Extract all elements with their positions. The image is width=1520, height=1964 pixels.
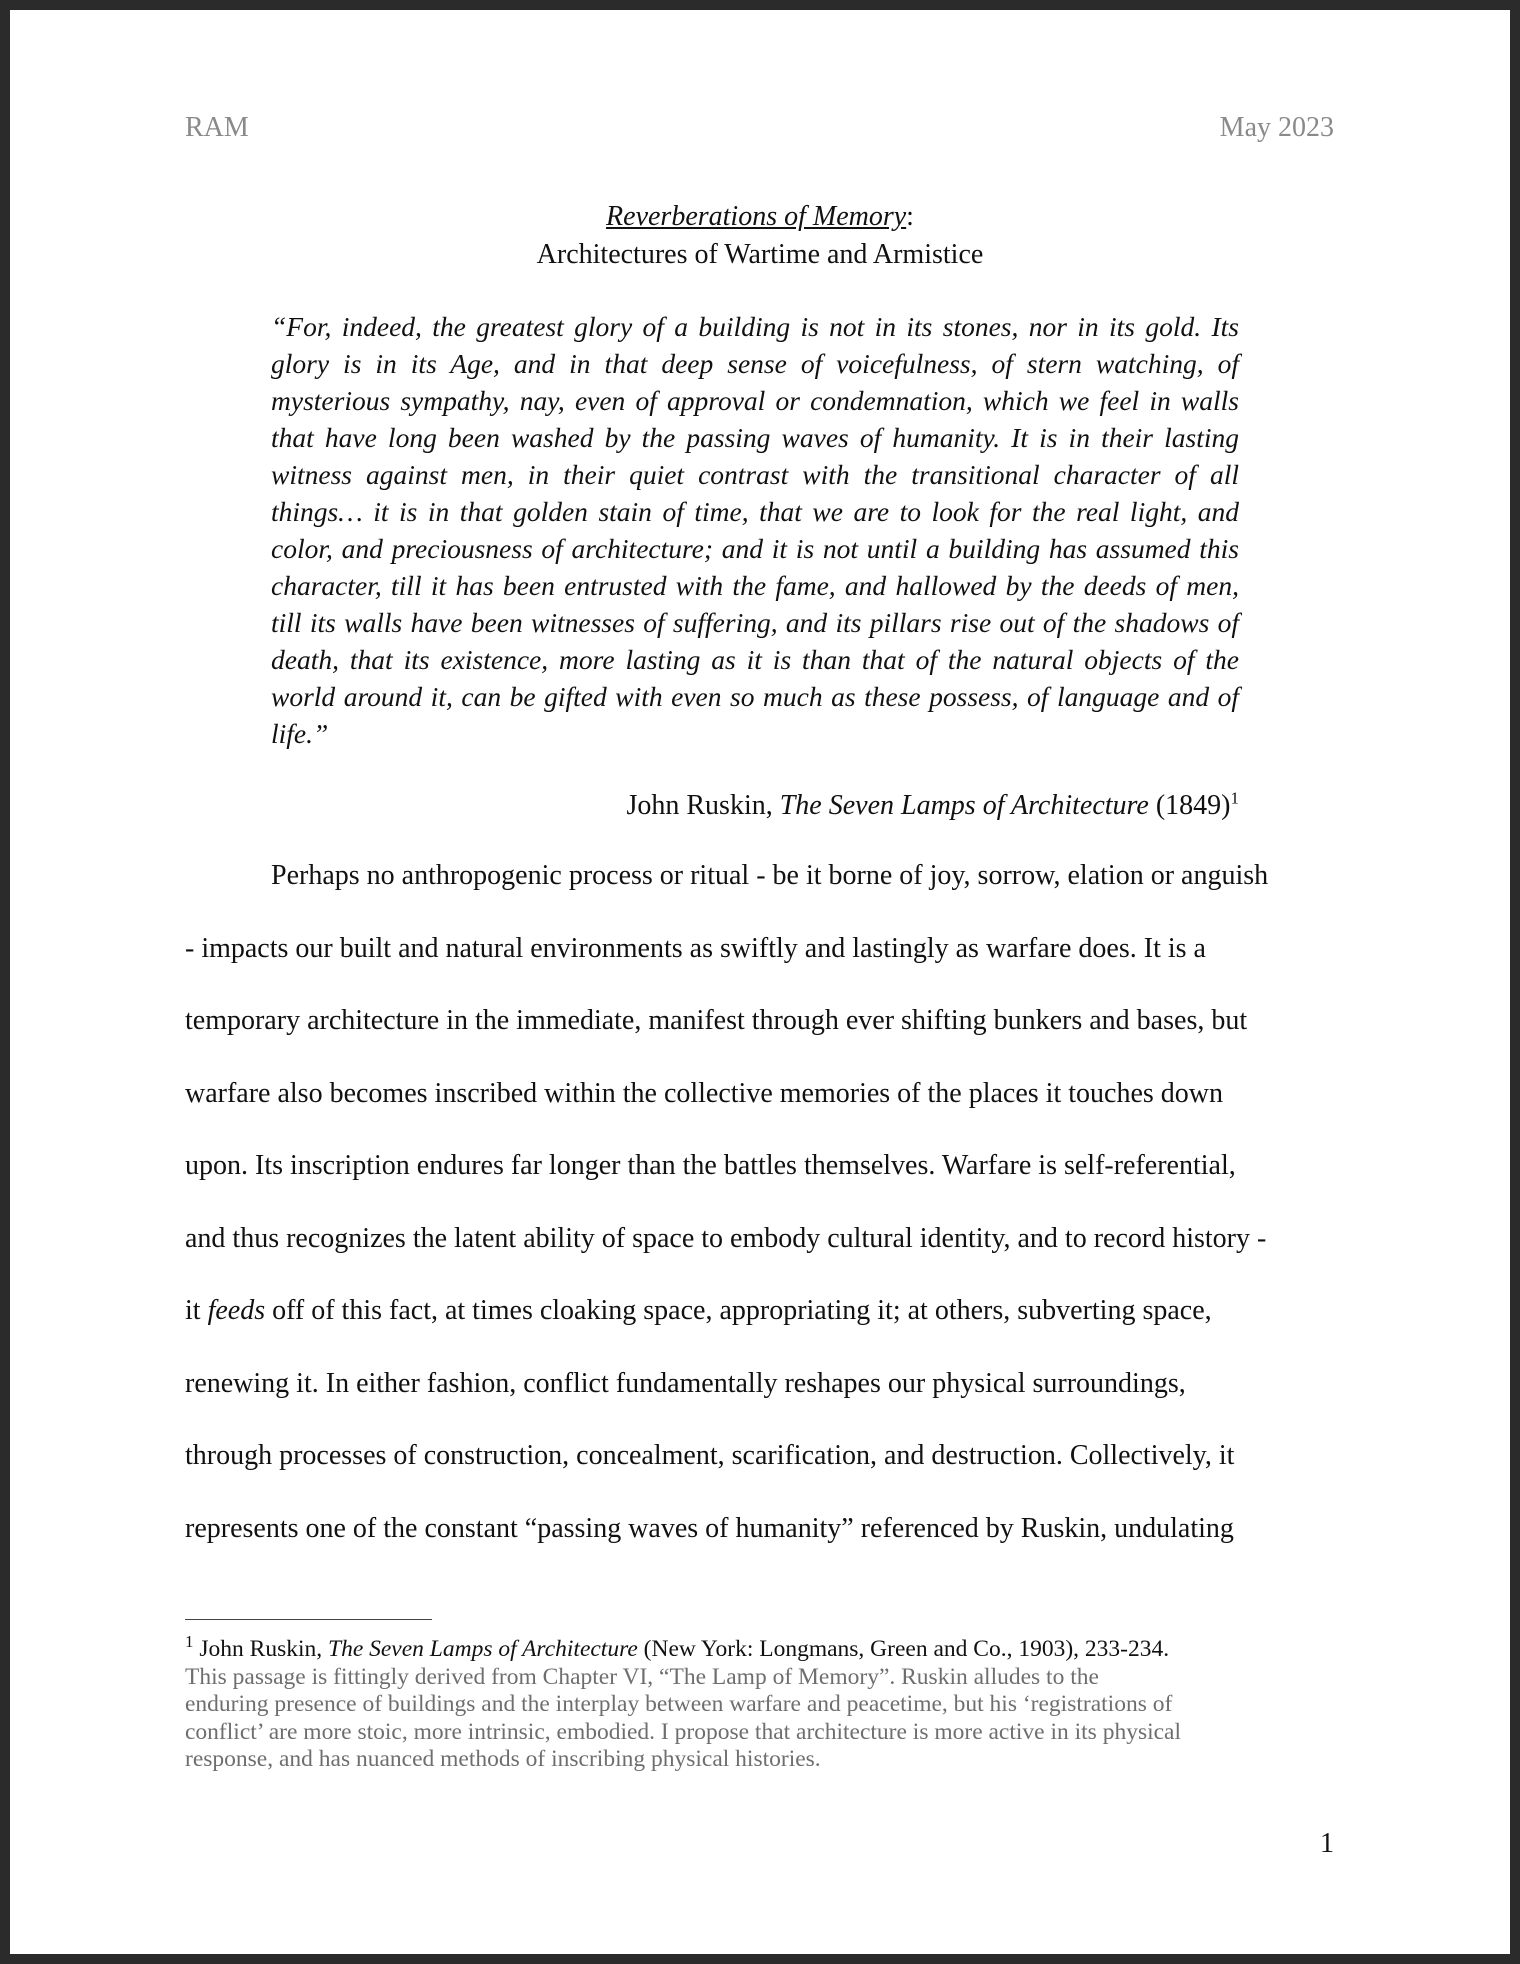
body-line-pre: it — [185, 1295, 208, 1326]
page-number: 1 — [1320, 1828, 1334, 1859]
footnote-work: The Seven Lamps of Architecture — [328, 1636, 638, 1662]
body-line — [185, 1293, 1335, 1366]
header-author: RAM — [185, 112, 249, 143]
body-line-emphasis: feeds — [207, 1295, 266, 1326]
footnote-author: John Ruskin, — [193, 1636, 328, 1662]
attribution-author: John Ruskin, — [626, 790, 780, 821]
body-line: through processes of construction, concealment, scarification, and destruction. Collectively, it — [185, 1440, 1235, 1471]
attribution-year: (1849) — [1148, 790, 1231, 821]
epigraph-attribution — [626, 788, 1239, 824]
document-subtitle: Architectures of Wartime and Armistice — [536, 239, 984, 270]
body-line: and thus recognizes the latent ability of space to embody cultural identity, and to record history - — [185, 1222, 1267, 1254]
title-block — [10, 198, 1510, 274]
footnote-line: enduring presence of buildings and the interplay between warfare and peacetime, but his ‘registrations of — [185, 1691, 1173, 1717]
body-line: upon. Its inscription endures far longer than the battles themselves. Warfare is self-referential, — [185, 1150, 1236, 1181]
footnote-line: conflict’ are more stoic, more intrinsic, embodied. I propose that architecture is more active in its physical — [185, 1718, 1182, 1745]
footnote-citation — [185, 1632, 1345, 1664]
footnote-line: response, and has nuanced methods of inscribing physical histories. — [185, 1746, 821, 1772]
header-date: May 2023 — [1219, 112, 1334, 143]
title-colon: : — [906, 201, 914, 232]
footnote-source: (New York: Longmans, Green and Co., 1903), 233-234. — [637, 1636, 1170, 1662]
body-line: temporary architecture in the immediate, manifest through ever shifting bunkers and bases, but — [185, 1005, 1248, 1036]
body-line: renewing it. In either fashion, conflict fundamentally reshapes our physical surroundings, — [185, 1367, 1186, 1399]
footnote — [185, 1632, 1345, 1774]
body-line: - impacts our built and natural environments as swiftly and lastingly as warfare does. It is a — [185, 932, 1206, 964]
body-paragraph — [185, 858, 1335, 1583]
title-main: Reverberations of Memory — [606, 201, 907, 232]
attribution-work: The Seven Lamps of Architecture — [779, 790, 1149, 821]
body-line: Perhaps no anthropogenic process or ritual - be it borne of joy, sorrow, elation or anguish — [271, 860, 1269, 891]
footnote-reference[interactable]: 1 — [1230, 788, 1239, 808]
body-line: warfare also becomes inscribed within the collective memories of the places it touches down — [185, 1077, 1223, 1109]
document-title — [10, 198, 1510, 236]
footnote-mark: 1 — [185, 1632, 194, 1652]
body-line: represents one of the constant “passing waves of humanity” referenced by Ruskin, undulating — [185, 1512, 1234, 1544]
body-line-post: off of this fact, at times cloaking space, appropriating it; at others, subverting space, — [265, 1295, 1212, 1326]
document-page — [10, 10, 1510, 1954]
footnote-separator — [185, 1619, 432, 1620]
footnote-line: This passage is fittingly derived from Chapter VI, “The Lamp of Memory”. Ruskin alludes to the — [185, 1663, 1099, 1690]
epigraph-quote: “For, indeed, the greatest glory of a building is not in its stones, nor in its gold. Its glory is in its Age, and in that deep sense of voicefulness, of stern watching, of mysterious sympathy, nay, even of approval or condemnation, which we feel in walls that have long been washed by the passing waves of humanity. It is in their lasting witness against men, in their quiet contrast with the transitional character of all things… it is in that golden stain of time, that we are to look for the real light, and color, and preciousness of architecture; and it is not until a building has assumed this character, till it has been entrusted with the fame, and hallowed by the deeds of men, till its walls have been witnesses of suffering, and its pillars rise out of the shadows of death, that its existence, more lasting as it is than that of the natural objects of the world around it, can be gifted with even so much as these possess, of language and of life.” — [271, 311, 1239, 749]
